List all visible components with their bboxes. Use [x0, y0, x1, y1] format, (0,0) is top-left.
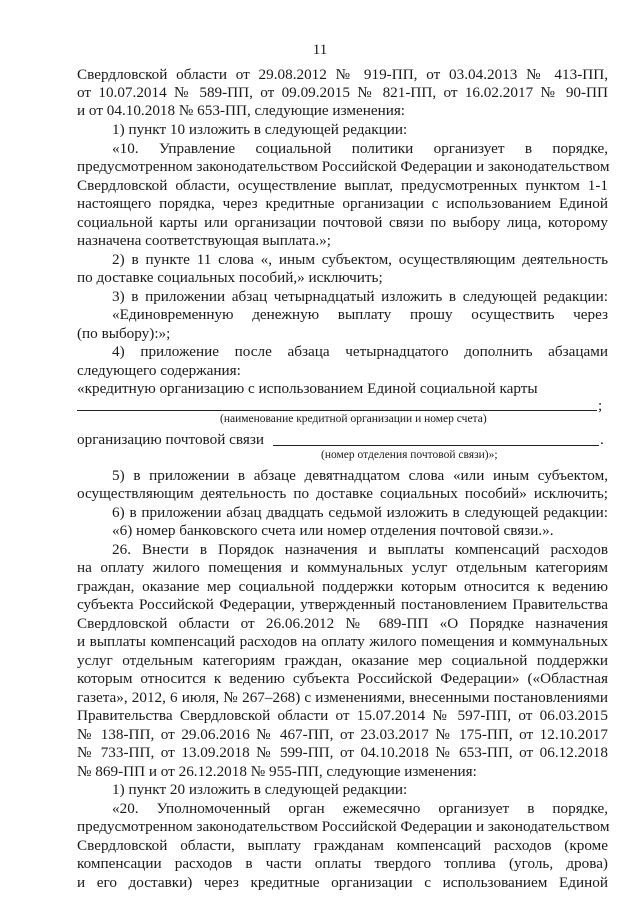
- text-line: Свердловской области от 26.06.2012 № 689-ПП «О Порядке назначения: [77, 615, 608, 632]
- text-line: 26. Внести в Порядок назначения и выплаты компенсаций расходов: [112, 541, 608, 558]
- bank-caption: (наименование кредитной организации и номер счета): [220, 413, 487, 425]
- text-line: № 869-ПП и от 26.12.2018 № 955-ПП, следующие изменения:: [77, 763, 477, 780]
- text-line: и выплаты компенсаций расходов на оплату жилого помещения и коммунальных: [77, 633, 608, 650]
- post-underline: [273, 445, 599, 446]
- bank-underline: [77, 410, 597, 411]
- text-line: на оплату жилого помещения и коммунальных услуг отдельным категориям: [77, 559, 608, 576]
- text-line: компенсации расходов в части оплаты твердого топлива (уголь, дрова): [77, 855, 608, 872]
- text-line: 1) пункт 10 изложить в следующей редакции:: [112, 121, 408, 138]
- text-line: № 138-ПП, от 29.06.2016 № 467-ПП, от 23.03.2017 № 175-ПП, от 12.10.2017: [77, 726, 608, 743]
- text-line: предусмотренном законодательством Российской Федерации и законодательством: [77, 818, 610, 835]
- text-line: Правительства Свердловской области от 15.07.2014 № 597-ПП, от 06.03.2015: [77, 707, 608, 724]
- text-line: Свердловской области от 29.08.2012 № 919-ПП, от 03.04.2013 № 413-ПП,: [77, 66, 608, 83]
- text-line: и его доставки) через кредитные организации с использованием Единой: [77, 874, 608, 891]
- text-line: 6) в приложении абзац двадцать седьмой изложить в следующей редакции:: [112, 504, 608, 521]
- text-line: 2) в пункте 11 слова «, иным субъектом, осуществляющим деятельность: [112, 251, 608, 268]
- text-line: предусмотренном законодательством Российской Федерации и законодательством: [77, 158, 610, 175]
- post-label: организацию почтовой связи: [77, 431, 264, 448]
- post-caption: (номер отделения почтовой связи)»;: [321, 449, 498, 461]
- text-line: (по выбору):»;: [77, 325, 171, 342]
- text-line: «кредитную организацию с использованием Единой социальной карты: [77, 380, 538, 397]
- bank-semicolon: ;: [598, 397, 603, 414]
- text-line: 1) пункт 20 изложить в следующей редакции:: [112, 781, 408, 798]
- text-line: 5) в приложении в абзаце девятнадцатом слова «или иным субъектом,: [112, 467, 608, 484]
- text-line: Свердловской области, осуществление выплат, предусмотренных пунктом 1-1: [77, 177, 608, 194]
- text-line: «Единовременную денежную выплату прошу осуществить через: [112, 306, 608, 323]
- text-line: Свердловской области, выплату гражданам компенсаций расходов (кроме: [77, 837, 608, 854]
- page-number: 11: [312, 42, 328, 58]
- text-line: субъекта Российской Федерации, утвержденный постановлением Правительства: [77, 596, 608, 613]
- text-line: назначена соответствующая выплата.»;: [77, 232, 331, 249]
- text-line: которым относится к ведению субъекта Российской Федерации» («Областная: [77, 670, 608, 687]
- text-line: осуществляющим деятельность по доставке социальных пособий» исключить;: [77, 485, 608, 502]
- text-line: и от 04.10.2018 № 653-ПП, следующие изменения:: [77, 102, 406, 119]
- text-line: газета», 2012, 6 июля, № 267–268) с изменениями, внесенными постановлениями: [77, 689, 608, 706]
- post-period: .: [600, 431, 604, 448]
- text-line: «6) номер банковского счета или номер отделения почтовой связи.».: [112, 522, 554, 539]
- text-line: «20. Уполномоченный орган ежемесячно организует в порядке,: [112, 800, 608, 817]
- text-line: № 733-ПП, от 13.09.2018 № 599-ПП, от 04.10.2018 № 653-ПП, от 06.12.2018: [77, 744, 608, 761]
- text-line: «10. Управление социальной политики организует в порядке,: [112, 140, 608, 157]
- text-line: социальной карты или организации почтовой связи по выбору лица, которому: [77, 214, 608, 231]
- text-line: от 10.07.2014 № 589-ПП, от 09.09.2015 № 821-ПП, от 16.02.2017 № 90-ПП: [77, 84, 608, 101]
- text-line: настоящего порядка, через кредитные организации с использованием Единой: [77, 195, 608, 212]
- text-line: услуг отдельным категориям граждан, оказание мер социальной поддержки: [77, 652, 608, 669]
- text-line: граждан, оказание мер социальной поддержки которым относится к ведению: [77, 578, 608, 595]
- text-line: 3) в приложении абзац четырнадцатый изложить в следующей редакции:: [112, 288, 608, 305]
- text-line: 4) приложение после абзаца четырнадцатого дополнить абзацами: [112, 343, 608, 360]
- text-line: следующего содержания:: [77, 362, 241, 379]
- text-line: по доставке социальных пособий,» исключить;: [77, 269, 383, 286]
